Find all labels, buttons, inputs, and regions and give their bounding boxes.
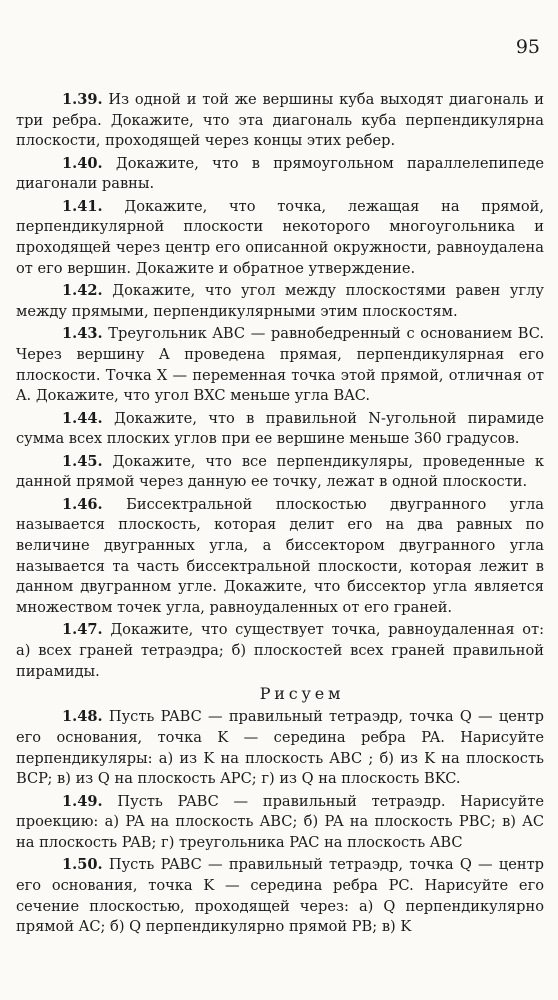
problem-number: 1.40.	[62, 154, 103, 172]
problem-number: 1.47.	[62, 621, 103, 639]
problem-paragraph	[16, 792, 544, 854]
problem-list-before-heading	[16, 90, 544, 682]
problem-paragraph	[16, 409, 544, 450]
problem-text: Докажите, что точка, лежащая на прямой, перпендикулярной плоскости некоторого многоугольника и проходящей через центр его описанной окружности, равноудалена от его вершин. Докажите и обратное утверждение.	[16, 197, 544, 277]
problem-number: 1.41.	[62, 197, 103, 215]
problem-text: Пусть PABC — правильный тетраэдр, точка Q — центр его основания, точка K — середина ребра PA. Нарисуйте перпендикуляры: а) из K на плоскость ABC ; б) из K на плоскость BCP; в) из Q на плоскость APC; г) из Q на плоскость BKC.	[16, 708, 545, 788]
problem-number: 1.48.	[62, 708, 103, 726]
problem-text: Докажите, что в прямоугольном параллелепипеде диагонали равны.	[16, 154, 544, 193]
problem-number: 1.42.	[62, 282, 103, 300]
page-text	[16, 90, 544, 940]
problem-paragraph	[16, 620, 544, 682]
problem-paragraph	[16, 154, 544, 195]
problem-number: 1.44.	[62, 409, 103, 427]
problem-paragraph	[16, 855, 544, 938]
problem-text: Биссектральной плоскостью двугранного угла называется плоскость, которая делит его на два равных по величине двугранных угла, а биссектором двугранного угла называется та часть биссектральной плоскости, которая лежит в данном двугранном угле. Докажите, что биссектор угла является множеством точек угла, равноудаленных от его граней.	[16, 495, 544, 617]
problem-paragraph	[16, 707, 544, 790]
page-number: 95	[515, 36, 540, 58]
problem-text: Докажите, что существует точка, равноудаленная от: а) всех граней тетраэдра; б) плоскостей всех граней правильной пирамиды.	[16, 621, 544, 680]
problem-paragraph	[16, 90, 544, 152]
problem-number: 1.50.	[62, 856, 103, 874]
problem-number: 1.45.	[62, 452, 103, 470]
section-heading: Рисуем	[259, 684, 345, 704]
problem-text: Докажите, что угол между плоскостями равен углу между прямыми, перпендикулярными этим плоскостям.	[16, 282, 545, 320]
problem-text: Докажите, что в правильной N-угольной пирамиде сумма всех плоских углов при ее вершине меньше 360 градусов.	[16, 409, 544, 448]
problem-number: 1.46.	[62, 495, 103, 513]
problem-number: 1.39.	[62, 91, 103, 108]
problem-paragraph	[16, 495, 544, 619]
problem-paragraph	[16, 452, 544, 493]
problem-text: Пусть PABC — правильный тетраэдр. Нарисуйте проекцию: а) PA на плоскость ABC; б) PA на плоскость PBC; в) AC на плоскость PAB; г) треугольника PAC на плоскость ABC	[16, 792, 545, 851]
problem-number: 1.43.	[62, 325, 103, 343]
problem-paragraph	[16, 324, 544, 407]
problem-text: Пусть PABC — правильный тетраэдр, точка Q — центр его основания, точка K — середина ребра PC. Нарисуйте его сечение плоскостью, проходящей через: а) Q перпендикулярно прямой AC; б) Q перпендикулярно прямой PB; в) K	[16, 856, 545, 936]
problem-text: Докажите, что все перпендикуляры, проведенные к данной прямой через данную ее точку, лежат в одной плоскости.	[16, 452, 544, 491]
problem-text: Из одной и той же вершины куба выходят диагональ и три ребра. Докажите, что эта диагональ куба перпендикулярна плоскости, проходящей через концы этих ребер.	[16, 91, 544, 150]
problem-paragraph	[16, 197, 544, 280]
problem-text: Треугольник ABC — равнобедренный с основанием BC. Через вершину A проведена прямая, перпендикулярная его плоскости. Точка X — переменная точка этой прямой, отличная от A. Докажите, что угол BXC меньше угла BAC.	[16, 325, 545, 405]
problem-paragraph	[16, 281, 544, 322]
problem-list-after-heading	[16, 707, 544, 938]
problem-number: 1.49.	[62, 792, 103, 810]
